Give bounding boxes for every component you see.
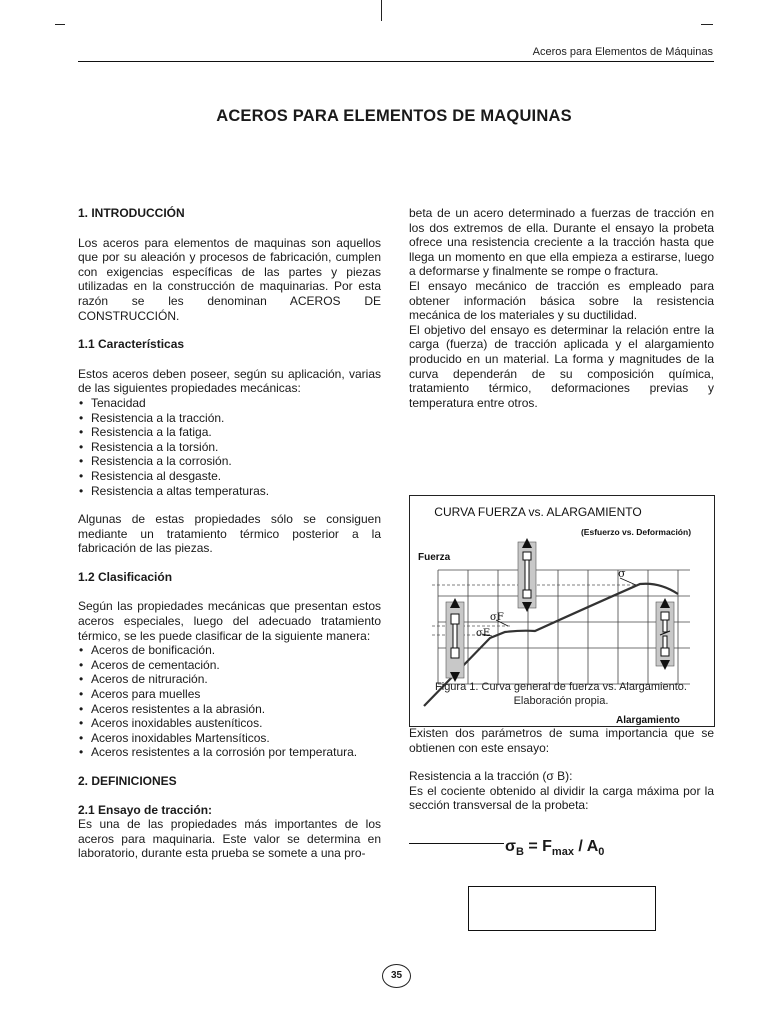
list-item: • Aceros resistentes a la abrasión. [78,702,381,717]
properties-list [78,396,381,498]
tensile-test-heading: 2.1 Ensayo de tracción: [78,802,213,817]
list-item: • Resistencia a altas temperaturas. [78,484,381,499]
classes-list [78,643,381,760]
header-rule [78,61,714,62]
empty-answer-box [468,886,656,931]
list-item: • Aceros de cementación. [78,658,381,673]
sigma-e-label: σE [476,628,491,639]
crop-mark-top-right [701,24,713,25]
page-number: 35 [382,964,411,988]
tensile-objective-paragraph: El objetivo del ensayo es determinar la relación entre la carga (fuerza) de tracción aplicada y el alargamiento producido en un material. La forma y magnitudes de la curva dependerán de su composición química, tratamiento térmico, deformaciones previas y temperatura entre otros. [409,322,714,410]
crop-mark-top-left [55,24,65,25]
formula-sigma: σ [505,838,516,855]
specimen-initial-icon [446,598,464,682]
formula-sub-max: max [551,846,574,859]
list-item: • Aceros inoxidables austeníticos. [78,716,381,731]
tensile-strength-paragraph: Es el cociente obtenido al dividir la carga máxima por la sección transversal de la probeta: [409,783,714,813]
tensile-strength-formula [505,838,604,858]
figure-caption-line-1: Figura 1. Curva general de fuerza vs. Alargamiento. [435,681,687,693]
specimen-fractured-icon [656,598,674,670]
list-item: • Resistencia a la corrosión. [78,454,381,469]
tensile-test-paragraph: Es una de las propiedades más importantes de los aceros para maquinaria. Este valor se determina en laboratorio, durante esta prueba se somete a una pro- [78,817,381,861]
crop-mark-top-center [381,0,382,21]
page-title: ACEROS PARA ELEMENTOS DE MAQUINAS [216,107,572,125]
formula-eq: = F [523,838,552,855]
formula-sub-zero: 0 [598,846,605,859]
left-column [78,206,381,861]
right-column-bottom [409,726,714,813]
right-column-top [409,206,714,410]
properties-note: Algunas de estas propiedades sólo se consiguen mediante un tratamiento térmico posterior a la fabricación de las piezas. [78,512,381,556]
formula-rule [409,843,504,844]
characteristics-heading: 1.1 Características [78,337,185,352]
specimen-stretched-icon [518,538,536,612]
figure-caption [409,680,713,708]
x-axis-label: Alargamiento [616,715,680,726]
list-item: • Tenacidad [78,396,381,411]
sigma-f-label: σF [490,612,504,623]
figure-subtitle: (Esfuerzo vs. Deformación) [580,527,692,537]
list-item: • Aceros de nitruración. [78,672,381,687]
list-item: • Resistencia a la fatiga. [78,425,381,440]
list-item: • Aceros inoxidables Martensíticos. [78,731,381,746]
figure-caption-line-2: Elaboración propia. [513,695,609,707]
list-item: • Resistencia al desgaste. [78,469,381,484]
continuation-paragraph: beta de un acero determinado a fuerzas de tracción en los dos extremos de ella. Durante el ensayo la probeta ofrece una resistencia creciente a la tracción hasta que llega un momento en que ella empieza a estirarse, luego a deformarse y finalmente se rompe o fractura. [409,206,714,279]
intro-paragraph: Los aceros para elementos de maquinas son aquellos que por su aleación y procesos de fabricación, cumplen con exigencias específicas de las partes y piezas utilizadas en la construcción de maquinarias. Por esta razón se les denominan ACEROS DE CONSTRUCCIÓN. [78,235,381,323]
parameters-paragraph: Existen dos parámetros de suma importancia que se obtienen con este ensayo: [409,726,714,755]
running-header: Aceros para Elementos de Máquinas [532,46,713,58]
classification-paragraph: Según las propiedades mecánicas que presentan estos aceros especiales, luego del adecuado tratamiento térmico, se les puede clasificar de la siguiente manera: [78,599,381,643]
formula-sub-b: B [515,846,524,859]
formula-div: / A [573,838,599,855]
tensile-purpose-paragraph: El ensayo mecánico de tracción es empleado para obtener información básica sobre la resistencia mecánica de los materiales y su ductilidad. [409,278,714,323]
list-item: • Resistencia a la tracción. [78,411,381,426]
definitions-heading: 2. DEFINICIONES [78,774,177,788]
tensile-strength-label: Resistencia a la tracción (σ B): [409,769,573,784]
grid [438,570,690,684]
characteristics-paragraph: Estos aceros deben poseer, según su aplicación, varias de las siguientes propiedades mecánicas: [78,366,381,396]
intro-heading: 1. INTRODUCCIÓN [78,206,185,220]
list-item: • Aceros para muelles [78,687,381,702]
figure-title: CURVA FUERZA vs. ALARGAMIENTO [434,505,642,519]
list-item: • Aceros resistentes a la corrosión por temperatura. [78,745,381,760]
list-item: • Aceros de bonificación. [78,643,381,658]
classification-heading: 1.2 Clasificación [78,569,173,584]
sigma-label: σ [618,567,626,580]
y-axis-label: Fuerza [418,552,451,563]
list-item: • Resistencia a la torsión. [78,440,381,455]
